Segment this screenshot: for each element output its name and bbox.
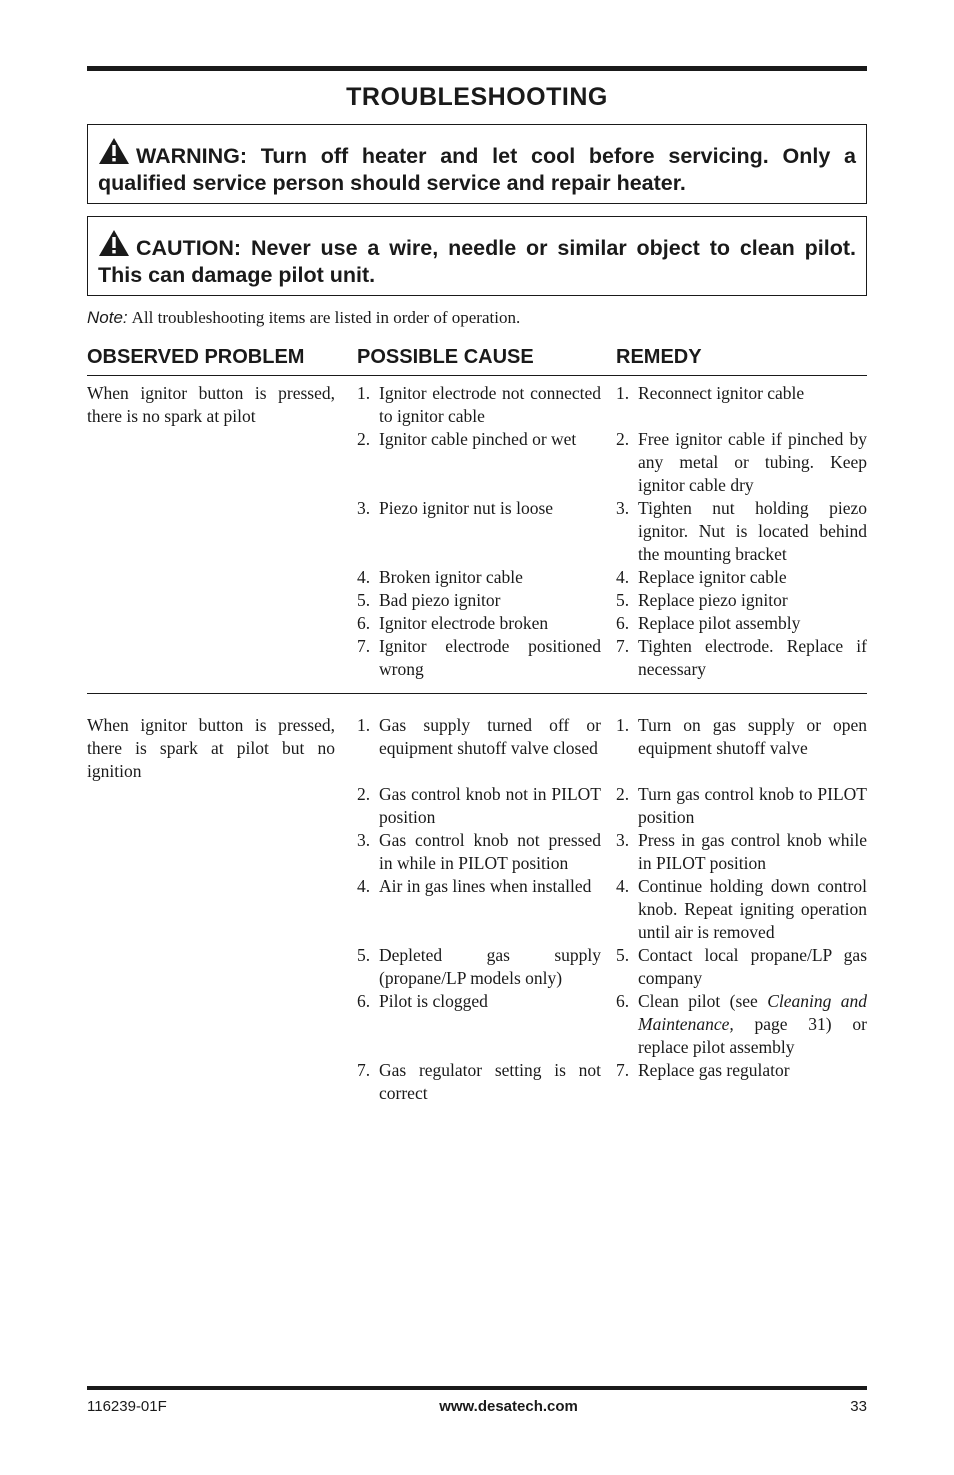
remedy	[616, 428, 867, 497]
table-row	[87, 990, 867, 1059]
cause-number: 5.	[357, 590, 371, 610]
observed-problem: When ignitor button is pressed, there is no spark at pilot	[87, 383, 335, 426]
caution-text: CAUTION: Never use a wire, needle or similar object to clean pilot. This can damage pilot unit.	[98, 236, 856, 287]
remedy-text	[638, 990, 867, 1059]
cause-number: 7.	[357, 1060, 371, 1080]
header-remedy: REMEDY	[616, 346, 702, 368]
caution-icon	[98, 229, 130, 257]
remedy-text: Reconnect ignitor cable	[638, 383, 805, 403]
table-row	[87, 612, 867, 635]
remedy-text: Replace piezo ignitor	[638, 590, 788, 610]
remedy	[616, 635, 867, 681]
remedy	[616, 944, 867, 990]
table-row	[87, 944, 867, 990]
remedy-number: 4.	[616, 876, 630, 896]
page-title: TROUBLESHOOTING	[346, 83, 608, 111]
remedy-text: Free ignitor cable if pinched by any metal or tubing. Keep ignitor cable dry	[638, 429, 867, 495]
website-link[interactable]: www.desatech.com	[439, 1398, 578, 1415]
cause-text: Ignitor electrode not connected to ignitor cable	[379, 383, 601, 426]
warning-box	[87, 124, 867, 204]
remedy-number: 2.	[616, 784, 630, 804]
note-text: All troubleshooting items are listed in order of operation.	[131, 308, 521, 327]
remedy	[616, 829, 867, 875]
possible-cause	[357, 1059, 601, 1105]
caution-box	[87, 216, 867, 296]
problem-group	[87, 693, 867, 1117]
possible-cause	[357, 714, 601, 783]
remedy-number: 3.	[616, 830, 630, 850]
remedy	[616, 1059, 867, 1105]
cause-number: 6.	[357, 991, 371, 1011]
cause-number: 6.	[357, 613, 371, 633]
remedy-text: Continue holding down control knob. Repeat igniting operation until air is removed	[638, 876, 867, 942]
table-row	[87, 635, 867, 681]
cause-number: 1.	[357, 383, 371, 403]
remedy-number: 4.	[616, 567, 630, 587]
remedy-number: 1.	[616, 715, 630, 735]
cause-number: 2.	[357, 429, 371, 449]
cause-text: Pilot is clogged	[379, 991, 488, 1011]
cause-number: 3.	[357, 498, 371, 518]
warning-text: WARNING: Turn off heater and let cool before servicing. Only a qualified service person should service and repair heater.	[98, 144, 856, 195]
cause-text: Depleted gas supply (propane/LP models only)	[379, 945, 601, 988]
remedy	[616, 589, 867, 612]
table-row	[87, 829, 867, 875]
cause-text: Piezo ignitor nut is loose	[379, 498, 554, 518]
remedy-number: 7.	[616, 636, 630, 656]
cause-number: 3.	[357, 830, 371, 850]
cause-number: 5.	[357, 945, 371, 965]
table-row	[87, 1059, 867, 1105]
doc-number: 116239-01F	[87, 1398, 167, 1415]
troubleshooting-table	[87, 376, 867, 1117]
possible-cause	[357, 944, 601, 990]
cause-text: Ignitor electrode broken	[379, 613, 549, 633]
remedy-number: 5.	[616, 945, 630, 965]
remedy-text: Replace pilot assembly	[638, 613, 801, 633]
remedy-number: 2.	[616, 429, 630, 449]
remedy-number: 6.	[616, 613, 630, 633]
remedy-text: Tighten electrode. Replace if necessary	[638, 636, 867, 679]
table-row	[87, 382, 867, 428]
possible-cause	[357, 783, 601, 829]
cause-number: 2.	[357, 784, 371, 804]
remedy-text: Press in gas control knob while in PILOT position	[638, 830, 867, 873]
cause-number: 4.	[357, 567, 371, 587]
remedy-text: Replace gas regulator	[638, 1060, 790, 1080]
cause-text: Gas control knob not in PILOT position	[379, 784, 601, 827]
remedy-number: 6.	[616, 991, 630, 1011]
cause-text: Gas control knob not pressed in while in PILOT position	[379, 830, 601, 873]
note-label: Note:	[87, 308, 128, 327]
footer-rule	[87, 1386, 867, 1390]
remedy-text-part: page 31) or replace pilot assembly	[638, 1014, 867, 1057]
possible-cause	[357, 612, 601, 635]
cause-number: 1.	[357, 715, 371, 735]
top-rule	[87, 66, 867, 71]
table-row	[87, 875, 867, 944]
remedy-reference: Cleaning and Maintenance,	[638, 991, 867, 1034]
possible-cause	[357, 428, 601, 497]
remedy-number: 3.	[616, 498, 630, 518]
remedy	[616, 990, 867, 1059]
remedy	[616, 612, 867, 635]
possible-cause	[357, 990, 601, 1059]
table-header	[87, 346, 867, 376]
possible-cause	[357, 829, 601, 875]
possible-cause	[357, 566, 601, 589]
cause-text: Ignitor cable pinched or wet	[379, 429, 577, 449]
remedy	[616, 497, 867, 566]
remedy	[616, 783, 867, 829]
table-row	[87, 589, 867, 612]
table-row	[87, 566, 867, 589]
table-row	[87, 714, 867, 783]
page-number: 33	[850, 1398, 867, 1415]
remedy	[616, 566, 867, 589]
possible-cause	[357, 589, 601, 612]
remedy	[616, 382, 867, 428]
header-possible-cause: POSSIBLE CAUSE	[357, 346, 534, 368]
cause-number: 7.	[357, 636, 371, 656]
remedy-text: Tighten nut holding piezo ignitor. Nut is located behind the mounting bracket	[638, 498, 867, 564]
cause-text: Air in gas lines when installed	[379, 876, 592, 896]
possible-cause	[357, 635, 601, 681]
header-observed-problem: OBSERVED PROBLEM	[87, 346, 305, 368]
footer	[87, 1386, 867, 1415]
possible-cause	[357, 382, 601, 428]
cause-text: Broken ignitor cable	[379, 567, 523, 587]
problem-group	[87, 376, 867, 693]
possible-cause	[357, 875, 601, 944]
page	[87, 66, 867, 1117]
remedy-text: Replace ignitor cable	[638, 567, 787, 587]
observed-problem: When ignitor button is pressed, there is spark at pilot but no ignition	[87, 715, 335, 781]
table-row	[87, 783, 867, 829]
remedy-number: 1.	[616, 383, 630, 403]
note	[87, 308, 867, 328]
remedy-number: 7.	[616, 1060, 630, 1080]
remedy	[616, 875, 867, 944]
cause-text: Gas supply turned off or equipment shutoff valve closed	[379, 715, 601, 758]
remedy-number: 5.	[616, 590, 630, 610]
cause-text: Bad piezo ignitor	[379, 590, 501, 610]
table-row	[87, 428, 867, 497]
cause-number: 4.	[357, 876, 371, 896]
possible-cause	[357, 497, 601, 566]
remedy-text: Turn on gas supply or open equipment shutoff valve	[638, 715, 867, 758]
table-row	[87, 497, 867, 566]
remedy-text-part: Clean pilot (see	[638, 991, 768, 1011]
warning-icon	[98, 137, 130, 165]
remedy-text: Turn gas control knob to PILOT position	[638, 784, 867, 827]
cause-text: Gas regulator setting is not correct	[379, 1060, 601, 1103]
remedy-text: Contact local propane/LP gas company	[638, 945, 867, 988]
remedy	[616, 714, 867, 783]
cause-text: Ignitor electrode positioned wrong	[379, 636, 601, 679]
